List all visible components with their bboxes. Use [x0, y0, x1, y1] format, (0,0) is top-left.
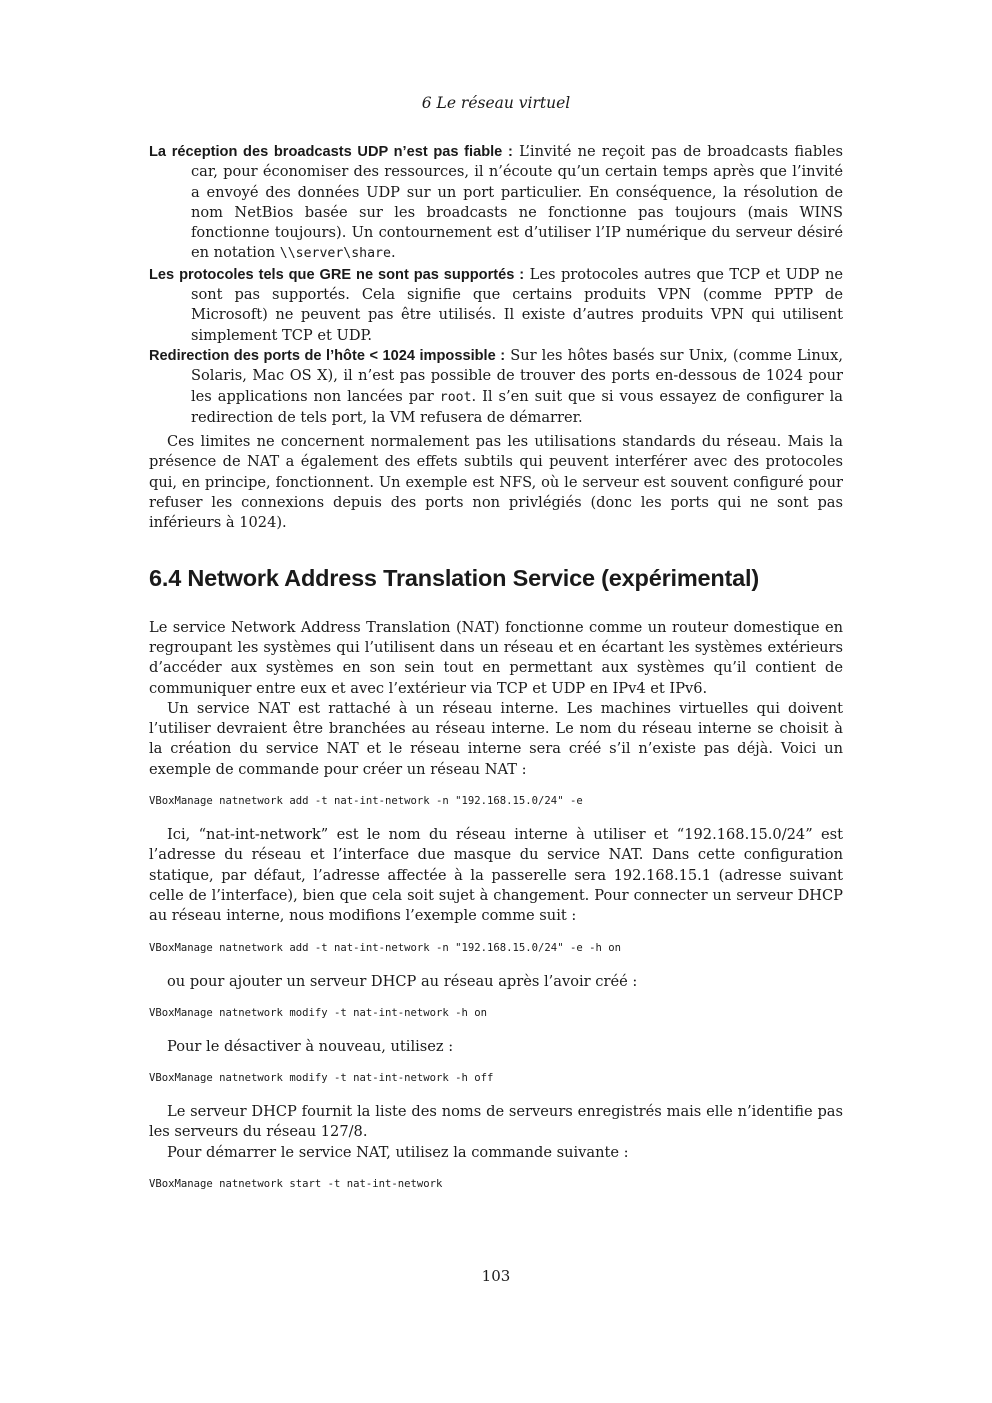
code-block: VBoxManage natnetwork add -t nat-int-network -n "192.168.15.0/24" -e [149, 795, 583, 808]
limitation-term: Redirection des ports de l’hôte < 1024 impossible : [149, 347, 506, 364]
limitation-text: Sur les hôtes basés sur Unix, (comme Linux, Solaris, Mac OS X), il n’est pas possible de trouver des ports en-dessous de 1024 pour les applications non lancées par [191, 346, 844, 405]
body-paragraph: Un service NAT est rattaché à un réseau interne. Les machines virtuelles qui doivent l’utiliser devraient être branchées au réseau interne. Le nom du réseau interne se choisit à la création du service NAT et le réseau interne sera créé s’il n’existe pas déjà. Voici un exemple de commande pour créer un réseau NAT : [149, 699, 843, 778]
body-paragraph: Le service Network Address Translation (NAT) fonctionne comme un routeur domestique en regroupant les systèmes qui l’utilisent dans un réseau et en écartant les systèmes extérieurs d’accéder aux systèmes en son sein tout en permettant aux systèmes qu’il contient de communiquer entre eux et avec l’extérieur via TCP et UDP en IPv4 et IPv6. [149, 618, 843, 697]
limitation-text: Les protocoles autres que TCP et UDP ne sont pas supportés. Cela signifie que certains produits VPN (comme PPTP de Microsoft) ne peuvent pas être utilisés. Il existe d’autres produits VPN qui utilisent simplement TCP et UDP. [191, 265, 843, 344]
limitation-term: Les protocoles tels que GRE ne sont pas supportés : [149, 266, 525, 283]
page-number: 103 [481, 1267, 511, 1285]
body-paragraph: Ces limites ne concernent normalement pas les utilisations standards du réseau. Mais la présence de NAT a également des effets subtils qui peuvent interférer avec des protocoles qui, en principe, fonctionnent. Un exemple est NFS, où le serveur est souvent configuré pour refuser les connexions depuis des ports non privlégiés (donc les ports qui ne sont pas inférieurs à 1024). [149, 433, 843, 532]
body-paragraph: Pour le désactiver à nouveau, utilisez : [167, 1037, 454, 1055]
code-block: VBoxManage natnetwork modify -t nat-int-network -h off [149, 1072, 494, 1085]
body-paragraph: ou pour ajouter un serveur DHCP au réseau après l’avoir créé : [167, 972, 638, 990]
limitation-text-end: . [390, 244, 396, 262]
inline-code: root [439, 389, 472, 405]
limitation-item [149, 265, 843, 346]
code-block: VBoxManage natnetwork add -t nat-int-network -n "192.168.15.0/24" -e -h on [149, 941, 621, 954]
limitation-text: L’invité ne reçoit pas de broadcasts fiables car, pour économiser des ressources, il n’écoute qu’un certain temps après que l’invité a envoyé des données UDP sur un port particulier. En conséquence, la résolution de nom NetBios basée sur les broadcasts ne fonctionne pas toujours (mais WINS fonctionne toujours). Un contournement est d’utiliser l’IP numérique du serveur désiré en notation [191, 143, 843, 262]
page-content [149, 142, 843, 1208]
limitation-term: La réception des broadcasts UDP n’est pas fiable : [149, 144, 513, 160]
running-header: 6 Le réseau virtuel [421, 94, 571, 112]
limitation-text-end: . Il s’en suit que si vous essayez de configurer la redirection de tels port, la VM refusera de démarrer. [191, 387, 843, 426]
inline-code: \\server\share [279, 246, 391, 262]
code-block: VBoxManage natnetwork start -t nat-int-network [149, 1177, 443, 1190]
limitation-item [149, 142, 843, 265]
body-paragraph: Pour démarrer le service NAT, utilisez la commande suivante : [167, 1143, 629, 1161]
code-block: VBoxManage natnetwork modify -t nat-int-network -h on [149, 1006, 488, 1019]
body-paragraph: Ici, “nat-int-network” est le nom du réseau interne à utiliser et “192.168.15.0/24” est l’adresse du réseau et l’interface due masque du service NAT. Dans cette configuration statique, par défaut, l’adresse affectée à la passerelle sera 192.168.15.1 (adresse suivant celle de l’interface), bien que cela soit sujet à changement. Pour connecter un serveur DHCP au réseau interne, nous modifions l’exemple comme suit : [149, 826, 843, 925]
limitation-item [149, 346, 843, 428]
section-heading: 6.4 Network Address Translation Service (expérimental) [149, 564, 760, 591]
body-paragraph: Le serveur DHCP fournit la liste des noms de serveurs enregistrés mais elle n’identifie pas les serveurs du réseau 127/8. [149, 1103, 843, 1141]
